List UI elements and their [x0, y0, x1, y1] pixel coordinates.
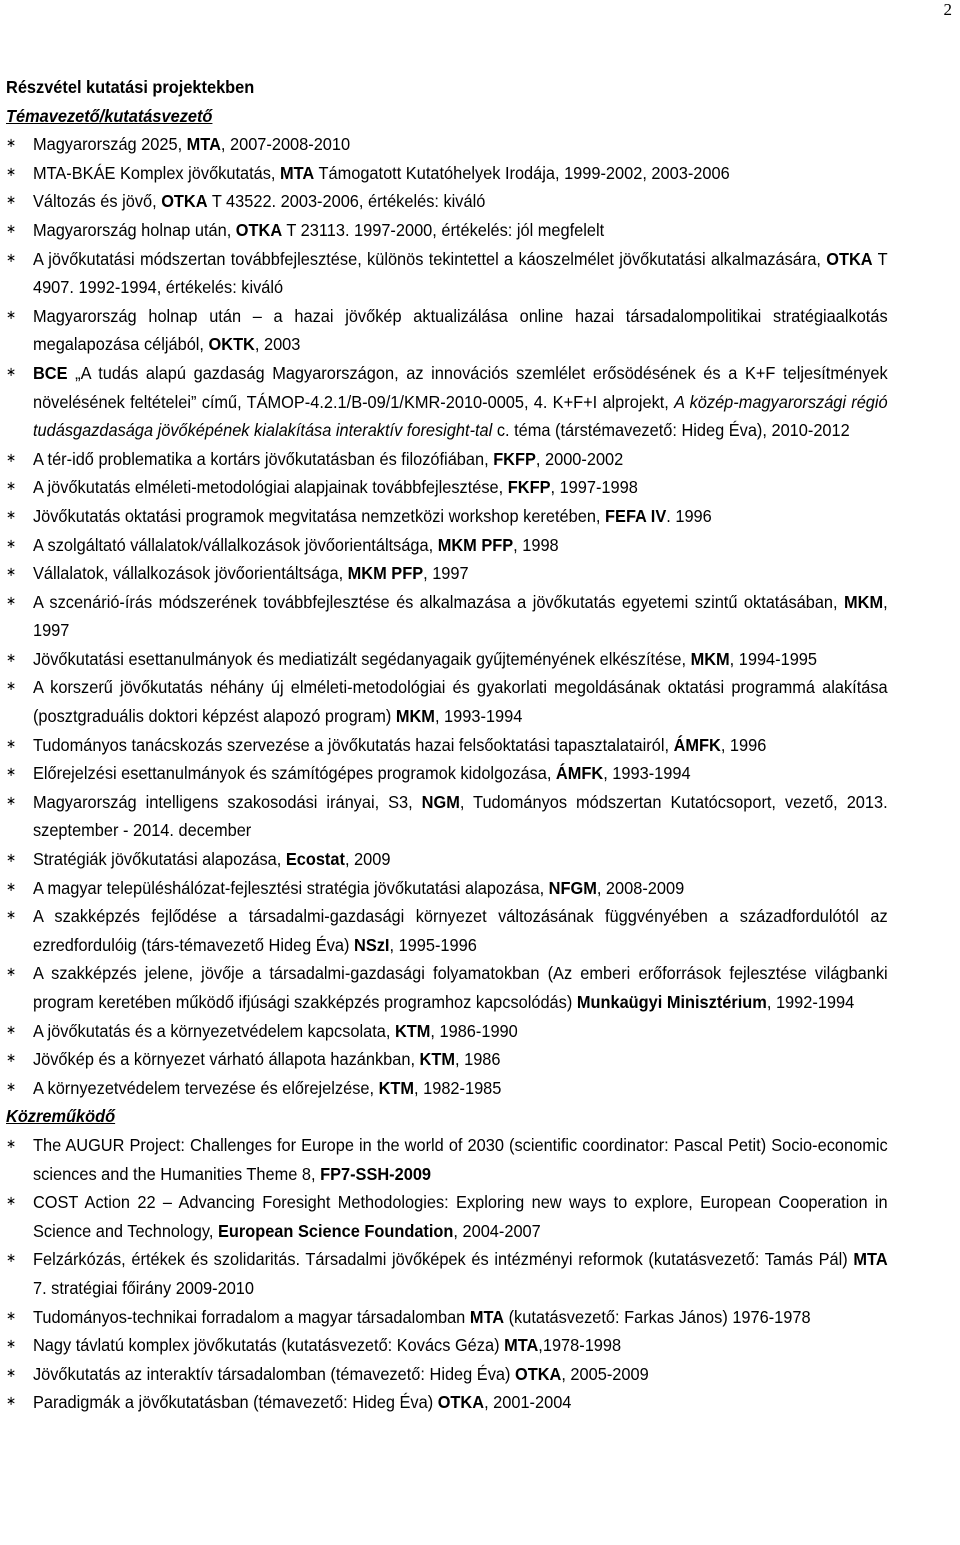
asterisk-bullet-icon: ∗: [6, 1308, 17, 1324]
item-text: T 43522. 2003-2006, értékelés: kiváló: [207, 191, 486, 212]
funder-label: KTM: [419, 1049, 456, 1070]
item-text: Magyarország 2025,: [32, 134, 187, 155]
funder-label: FKFP: [493, 448, 536, 469]
item-text: A jövőkutatási módszertan továbbfejlesztése, különös tekintettel a káoszelmélet jövőkutatási alkalmazására,: [32, 248, 827, 269]
project-list-item: [6, 473, 888, 502]
item-text: A magyar településhálózat-fejlesztési stratégia jövőkutatási alapozása,: [32, 877, 549, 898]
project-list-item: [6, 1131, 888, 1188]
asterisk-bullet-icon: ∗: [6, 250, 17, 266]
funder-label: MTA: [280, 162, 315, 183]
funder-label: KTM: [394, 1020, 431, 1041]
item-text: Nagy távlatú komplex jövőkutatás (kutatásvezető: Kovács Géza): [32, 1335, 505, 1356]
item-text: MTA-BKÁE Komplex jövőkutatás,: [32, 162, 281, 183]
project-list-item: [6, 1045, 888, 1074]
project-list-item: [6, 559, 888, 588]
funder-label: ÁMFK: [673, 734, 721, 755]
item-text: , 1986: [455, 1049, 501, 1070]
funder-label: NGM: [421, 791, 460, 812]
asterisk-bullet-icon: ∗: [6, 307, 17, 323]
project-list: [6, 1131, 888, 1417]
item-text: , 1996: [720, 734, 767, 755]
asterisk-bullet-icon: ∗: [6, 450, 17, 466]
item-text: , 2005-2009: [561, 1363, 649, 1384]
item-text: , 2001-2004: [484, 1392, 572, 1413]
funder-label: MTA: [504, 1335, 539, 1356]
asterisk-bullet-icon: ∗: [6, 193, 17, 209]
project-list-item: [6, 588, 888, 645]
funder-label: FEFA IV: [605, 505, 667, 526]
item-text: COST Action 22 – Advancing Foresight Methodologies: Exploring new ways to explore, European Cooperation in Science and Technology,: [32, 1192, 888, 1241]
asterisk-bullet-icon: ∗: [6, 536, 17, 552]
asterisk-bullet-icon: ∗: [6, 965, 17, 981]
funder-label: OTKA: [235, 219, 283, 240]
project-list-item: [6, 673, 888, 730]
project-list-item: [6, 359, 888, 445]
item-text: Támogatott Kutatóhelyek Irodája, 1999-2002, 2003-2006: [314, 162, 730, 183]
section-title: Részvétel kutatási projektekben: [6, 77, 255, 97]
funder-label: NSzI: [354, 934, 390, 955]
item-text: Előrejelzési esettanulmányok és számítógépes programok kidolgozása,: [32, 763, 556, 784]
item-text: . 1996: [666, 505, 712, 526]
asterisk-bullet-icon: ∗: [6, 1251, 17, 1267]
item-text: Paradigmák a jövőkutatásban (témavezető: Hideg Éva): [32, 1392, 438, 1413]
item-text: , 1997-1998: [550, 477, 638, 498]
project-list-item: [6, 245, 888, 302]
project-list-item: [6, 216, 888, 245]
item-text: Jövőkutatás oktatási programok megvitatása nemzetközi workshop keretében,: [32, 505, 606, 526]
asterisk-bullet-icon: ∗: [6, 136, 17, 152]
funder-label: MTA: [853, 1249, 888, 1270]
item-text: Jövőkutatási esettanulmányok és mediatizált segédanyagaik gyűjteményének elkészítése,: [32, 648, 691, 669]
project-list-item: [6, 502, 888, 531]
funder-label: OTKA: [826, 248, 873, 269]
asterisk-bullet-icon: ∗: [6, 650, 17, 666]
project-list-item: [6, 445, 888, 474]
item-text: ,1978-1998: [538, 1335, 622, 1356]
funder-label: NFGM: [548, 877, 597, 898]
project-list-item: [6, 1303, 888, 1332]
item-text: Változás és jövő,: [32, 191, 162, 212]
item-text: „A tudás alapú gazdaság Magyarországon, az innovációs szemlélet erősödésének és a K+F teljesítmények növelésének feltételei” című, TÁMOP-4.2.1/B-09/1/KMR-2010-0005, 4. K+F+I alprojekt,: [32, 362, 888, 412]
item-text: A szakképzés jelene, jövője a társadalmi-gazdasági folyamatokban (Az emberi erőforrások fejlesztése világbanki program keretében működő ifjúsági szakképzés programhoz kapcsolódás): [32, 963, 888, 1012]
funder-label: Ecostat: [285, 849, 345, 870]
asterisk-bullet-icon: ∗: [6, 1194, 17, 1210]
item-text: , 1992-1994: [766, 992, 855, 1012]
funder-label: MKM: [844, 591, 884, 612]
funder-label: BCE: [32, 362, 68, 383]
project-list-item: [6, 531, 888, 560]
project-list-item: [6, 645, 888, 674]
funder-label: MTA: [469, 1306, 505, 1327]
asterisk-bullet-icon: ∗: [6, 1394, 17, 1410]
project-list-item: [6, 1245, 888, 1302]
asterisk-bullet-icon: ∗: [6, 364, 17, 380]
asterisk-bullet-icon: ∗: [6, 793, 17, 809]
item-text: , 2008-2009: [596, 877, 685, 898]
funder-label: FP7-SSH-2009: [320, 1163, 432, 1184]
item-text: , 1982-1985: [414, 1077, 502, 1098]
item-text: Magyarország holnap után,: [32, 219, 236, 240]
item-text: Magyarország holnap után – a hazai jövőkép aktualizálása online hazai társadalompolitikai stratégiaalkotás megalapozása céljából,: [32, 305, 888, 355]
project-list-item: [6, 959, 888, 1016]
item-text: T 4907. 1992-1994, értékelés: kiváló: [32, 248, 888, 298]
item-text: , Tudományos módszertan Kutatócsoport, vezető, 2013. szeptember - 2014. december: [32, 791, 888, 841]
item-text: (kutatásvezető: Farkas János) 1976-1978: [504, 1306, 811, 1327]
item-text: , 1995-1996: [389, 934, 477, 955]
item-text: , 2007-2008-2010: [220, 134, 351, 155]
item-text: , 1993-1994: [434, 706, 523, 727]
item-text: , 2009: [344, 849, 391, 870]
asterisk-bullet-icon: ∗: [6, 879, 17, 895]
item-text: 7. stratégiai főirány 2009-2010: [32, 1277, 255, 1298]
item-text: A jövőkutatás és a környezetvédelem kapcsolata,: [32, 1020, 395, 1041]
funder-label: MKM: [395, 706, 435, 727]
funder-label: MTA: [186, 134, 221, 155]
project-groups: [6, 102, 888, 1417]
asterisk-bullet-icon: ∗: [6, 1022, 17, 1038]
item-text: , 1998: [513, 534, 559, 555]
project-list-item: [6, 845, 888, 874]
asterisk-bullet-icon: ∗: [6, 736, 17, 752]
project-list: [6, 130, 888, 1102]
asterisk-bullet-icon: ∗: [6, 507, 17, 523]
funder-label: OTKA: [437, 1392, 485, 1413]
asterisk-bullet-icon: ∗: [6, 164, 17, 180]
project-list-item: [6, 1360, 888, 1389]
project-list-item: [6, 731, 888, 760]
project-list-item: [6, 902, 888, 959]
project-list-item: [6, 130, 888, 159]
funder-label: OTKA: [514, 1363, 562, 1384]
item-text: Stratégiák jövőkutatási alapozása,: [32, 849, 286, 870]
group-heading: Közreműködő: [6, 1106, 116, 1127]
item-text: , 1997: [32, 591, 888, 641]
item-text: Tudományos-technikai forradalom a magyar társadalomban: [32, 1306, 470, 1327]
asterisk-bullet-icon: ∗: [6, 479, 17, 495]
document-body: [6, 73, 888, 1417]
project-list-item: [6, 874, 888, 903]
funder-label: MKM PFP: [347, 563, 424, 584]
project-list-item: [6, 1188, 888, 1245]
funder-label: European Science Foundation: [217, 1220, 454, 1241]
project-list-item: [6, 1388, 888, 1417]
item-text: Jövőkutatás az interaktív társadalomban (témavezető: Hideg Éva): [32, 1363, 515, 1384]
asterisk-bullet-icon: ∗: [6, 221, 17, 237]
project-list-item: [6, 759, 888, 788]
item-text: , 1993-1994: [603, 763, 691, 784]
project-list-item: [6, 159, 888, 188]
funder-label: OTKA: [161, 191, 208, 212]
project-list-item: [6, 302, 888, 359]
item-text: The AUGUR Project: Challenges for Europe in the world of 2030 (scientific coordinator: Pascal Petit) Socio-economic sciences and the Humanities Theme 8,: [32, 1134, 888, 1184]
asterisk-bullet-icon: ∗: [6, 1051, 17, 1067]
item-text: , 1997: [423, 563, 469, 584]
item-text: Magyarország intelligens szakosodási irányai, S3,: [32, 791, 422, 812]
funder-label: FKFP: [507, 477, 551, 498]
item-text: , 2003: [254, 334, 301, 355]
asterisk-bullet-icon: ∗: [6, 908, 17, 924]
asterisk-bullet-icon: ∗: [6, 1365, 17, 1381]
item-text: Felzárkózás, értékek és szolidaritás. Társadalmi jövőképek és intézményi reformok (kutatásvezető: Tamás Pál): [32, 1249, 854, 1270]
item-text: , 2000-2002: [535, 448, 624, 469]
funder-label: MKM PFP: [437, 534, 514, 555]
item-text: , 1994-1995: [729, 648, 818, 669]
asterisk-bullet-icon: ∗: [6, 765, 17, 781]
project-list-item: [6, 1017, 888, 1046]
item-text: A szcenárió-írás módszerének továbbfejlesztése és alkalmazása a jövőkutatás egyetemi szintű oktatásában,: [32, 591, 845, 612]
item-text: A tér-idő problematika a kortárs jövőkutatásban és filozófiában,: [32, 448, 494, 469]
project-list-item: [6, 1074, 888, 1103]
asterisk-bullet-icon: ∗: [6, 565, 17, 581]
page-number: 2: [943, 0, 952, 19]
asterisk-bullet-icon: ∗: [6, 1136, 17, 1152]
asterisk-bullet-icon: ∗: [6, 1337, 17, 1353]
item-text: T 23113. 1997-2000, értékelés: jól megfelelt: [282, 219, 605, 240]
item-text: A környezetvédelem tervezése és előrejelzése,: [32, 1077, 379, 1098]
project-list-item: [6, 788, 888, 845]
funder-label: MKM: [690, 648, 730, 669]
item-text: c. téma (társtémavezető: Hideg Éva), 2010-2012: [492, 420, 850, 441]
item-text: A jövőkutatás elméleti-metodológiai alapjainak továbbfejlesztése,: [32, 477, 508, 498]
project-list-item: [6, 187, 888, 216]
asterisk-bullet-icon: ∗: [6, 679, 17, 695]
item-text: Jövőkép és a környezet várható állapota hazánkban,: [32, 1049, 420, 1070]
funder-label: KTM: [378, 1077, 415, 1098]
item-text: , 1986-1990: [430, 1020, 518, 1041]
funder-label: ÁMFK: [555, 763, 604, 784]
item-text: Vállalatok, vállalkozások jövőorientáltsága,: [32, 563, 348, 584]
funder-label: OKTK: [208, 334, 255, 355]
italic-title: A közép-magyarországi régió tudásgazdasága jövőképének kialakítása interaktív foresight-tal: [32, 391, 888, 441]
asterisk-bullet-icon: ∗: [6, 593, 17, 609]
funder-label: Munkaügyi Minisztérium: [576, 992, 767, 1012]
item-text: A korszerű jövőkutatás néhány új elméleti-metodológiai és gyakorlati megoldásának oktatási programmá alakítása (posztgraduális doktori képzést alapozó program): [32, 677, 888, 727]
item-text: , 2004-2007: [453, 1220, 541, 1241]
item-text: A szolgáltató vállalatok/vállalkozások jövőorientáltsága,: [32, 534, 438, 555]
project-list-item: [6, 1331, 888, 1360]
item-text: A szakképzés fejlődése a társadalmi-gazdasági környezet változásának függvényében a századfordulótól az ezredfordulóig (társ-témavezető Hideg Éva): [32, 906, 888, 955]
asterisk-bullet-icon: ∗: [6, 851, 17, 867]
group-heading: Témavezető/kutatásvezető: [6, 105, 213, 126]
asterisk-bullet-icon: ∗: [6, 1079, 17, 1095]
item-text: Tudományos tanácskozás szervezése a jövőkutatás hazai felsőoktatási tapasztalatairól,: [32, 734, 674, 755]
